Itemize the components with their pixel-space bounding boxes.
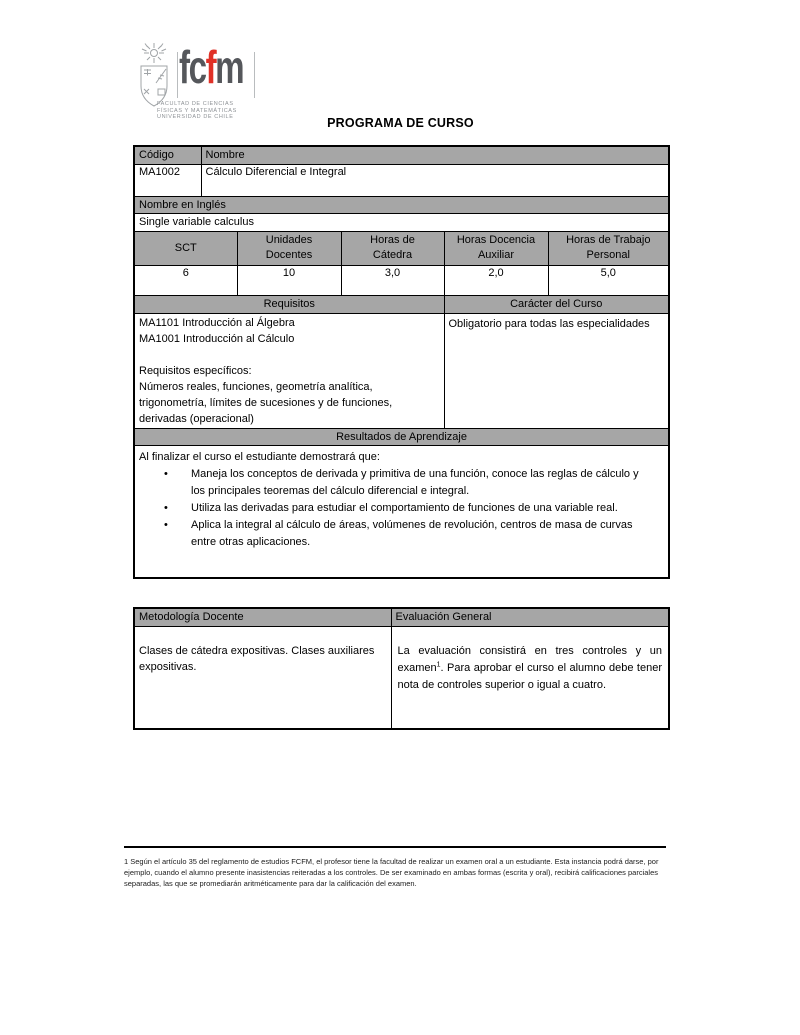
horas-trabajo-header-cell <box>548 231 669 265</box>
requisitos-especificos-body: Números reales, funciones, geometría analítica, trigonometría, límites de sucesiones y de funciones, derivadas (operacional) <box>139 380 393 425</box>
requisitos-spacer <box>139 347 440 363</box>
codigo-value-cell: MA1002 <box>134 164 201 196</box>
nombre-ingles-header-cell: Nombre en Inglés <box>134 196 669 213</box>
horas-catedra-label: Horas de Cátedra <box>370 234 415 261</box>
wordmark-red-f: f <box>205 41 216 93</box>
horas-trabajo-label: Horas de Trabajo Personal <box>566 234 651 261</box>
wordmark-fc: fc <box>179 41 206 93</box>
resultados-header-cell: Resultados de Aprendizaje <box>134 428 669 445</box>
logo-divider-right <box>254 52 255 98</box>
logo-divider-left <box>177 52 178 98</box>
caracter-header-cell: Carácter del Curso <box>444 295 669 313</box>
evaluacion-header-cell: Evaluación General <box>391 608 669 626</box>
logo-caption-line1: FACULTAD DE CIENCIAS <box>157 101 234 107</box>
evaluacion-text-pre: La evaluación consistirá en tres controles y un examen <box>397 644 662 674</box>
horas-catedra-value-cell: 3,0 <box>341 265 444 295</box>
unidades-docentes-label: Unidades Docentes <box>265 234 313 261</box>
requisito-line-1: MA1101 Introducción al Álgebra <box>139 316 295 329</box>
caracter-content-cell <box>444 313 669 428</box>
footnote-ref-superscript: 1 <box>436 660 441 668</box>
horas-catedra-header-cell <box>341 231 444 265</box>
bullet-icon: • <box>164 467 168 480</box>
requisito-line-2: MA1001 Introducción al Cálculo <box>139 332 295 345</box>
nombre-header-cell: Nombre <box>201 146 669 164</box>
bullet-icon: • <box>164 518 168 531</box>
course-info-table <box>133 145 670 579</box>
resultados-intro: Al finalizar el curso el estudiante demostrará que: <box>139 450 380 463</box>
horas-docencia-header-cell <box>444 231 548 265</box>
logo-caption-line2: FÍSICAS Y MATEMÁTICAS <box>157 107 237 114</box>
resultados-content-cell <box>134 445 669 578</box>
sct-header-cell: SCT <box>134 231 237 265</box>
unidades-docentes-header-cell <box>237 231 341 265</box>
fcfm-logo <box>133 42 263 122</box>
requisitos-especificos-title: Requisitos específicos: <box>139 364 252 377</box>
horas-docencia-label: Horas Docencia Auxiliar <box>456 234 536 261</box>
footnote-separator <box>124 846 666 848</box>
resultado-bullet-3-text: Aplica la integral al cálculo de áreas, volúmenes de revolución, centros de masa de curvas entre otras aplicaciones. <box>191 518 633 548</box>
wordmark-m: m <box>215 41 244 93</box>
requisitos-header-cell: Requisitos <box>134 295 444 313</box>
metodologia-content-cell: Clases de cátedra expositivas. Clases auxiliares expositivas. <box>134 626 391 729</box>
metodologia-header-cell: Metodología Docente <box>134 608 391 626</box>
bullet-icon: • <box>164 501 168 514</box>
page-title: PROGRAMA DE CURSO <box>327 116 474 130</box>
unidades-docentes-value-cell: 10 <box>237 265 341 295</box>
resultado-bullet-1 <box>139 466 664 500</box>
horas-docencia-value-cell: 2,0 <box>444 265 548 295</box>
fcfm-wordmark <box>179 41 244 93</box>
resultado-bullet-1-text: Maneja los conceptos de derivada y primitiva de una función, conoce las reglas de cálculo y los principales teoremas del cálculo diferencial e integral. <box>191 467 639 497</box>
resultado-bullet-2-text: Utiliza las derivadas para estudiar el comportamiento de funciones de una variable real. <box>191 501 618 514</box>
evaluacion-text-post: . Para aprobar el curso el alumno debe tener nota de controles superior o igual a cuatro. <box>397 661 662 691</box>
horas-trabajo-value-cell: 5,0 <box>548 265 669 295</box>
codigo-header-cell: Código <box>134 146 201 164</box>
footnote-text: 1 Según el artículo 35 del reglamento de estudios FCFM, el profesor tiene la facultad de realizar un examen oral a un estudiante. Esta instancia podrá darse, por ejemplo, cuando el alumno presente inasistencias reiteradas a los controles. De ser examinado en ambas formas (escrita y oral), recibirá calificaciones parciales separadas, las que se promediarán aritméticamente para dar la calificación del examen. <box>124 857 659 888</box>
caracter-value: Obligatorio para todas las especialidades <box>448 317 650 330</box>
evaluacion-content-cell <box>391 626 669 729</box>
logo-caption-line3: UNIVERSIDAD DE CHILE <box>157 114 234 120</box>
nombre-ingles-value-cell: Single variable calculus <box>134 213 669 231</box>
requisitos-content-cell <box>134 313 444 428</box>
resultado-bullet-3 <box>139 517 664 551</box>
nombre-value-cell: Cálculo Diferencial e Integral <box>201 164 669 196</box>
methodology-evaluation-table <box>133 607 670 730</box>
resultado-bullet-2 <box>139 500 664 517</box>
sct-value-cell: 6 <box>134 265 237 295</box>
